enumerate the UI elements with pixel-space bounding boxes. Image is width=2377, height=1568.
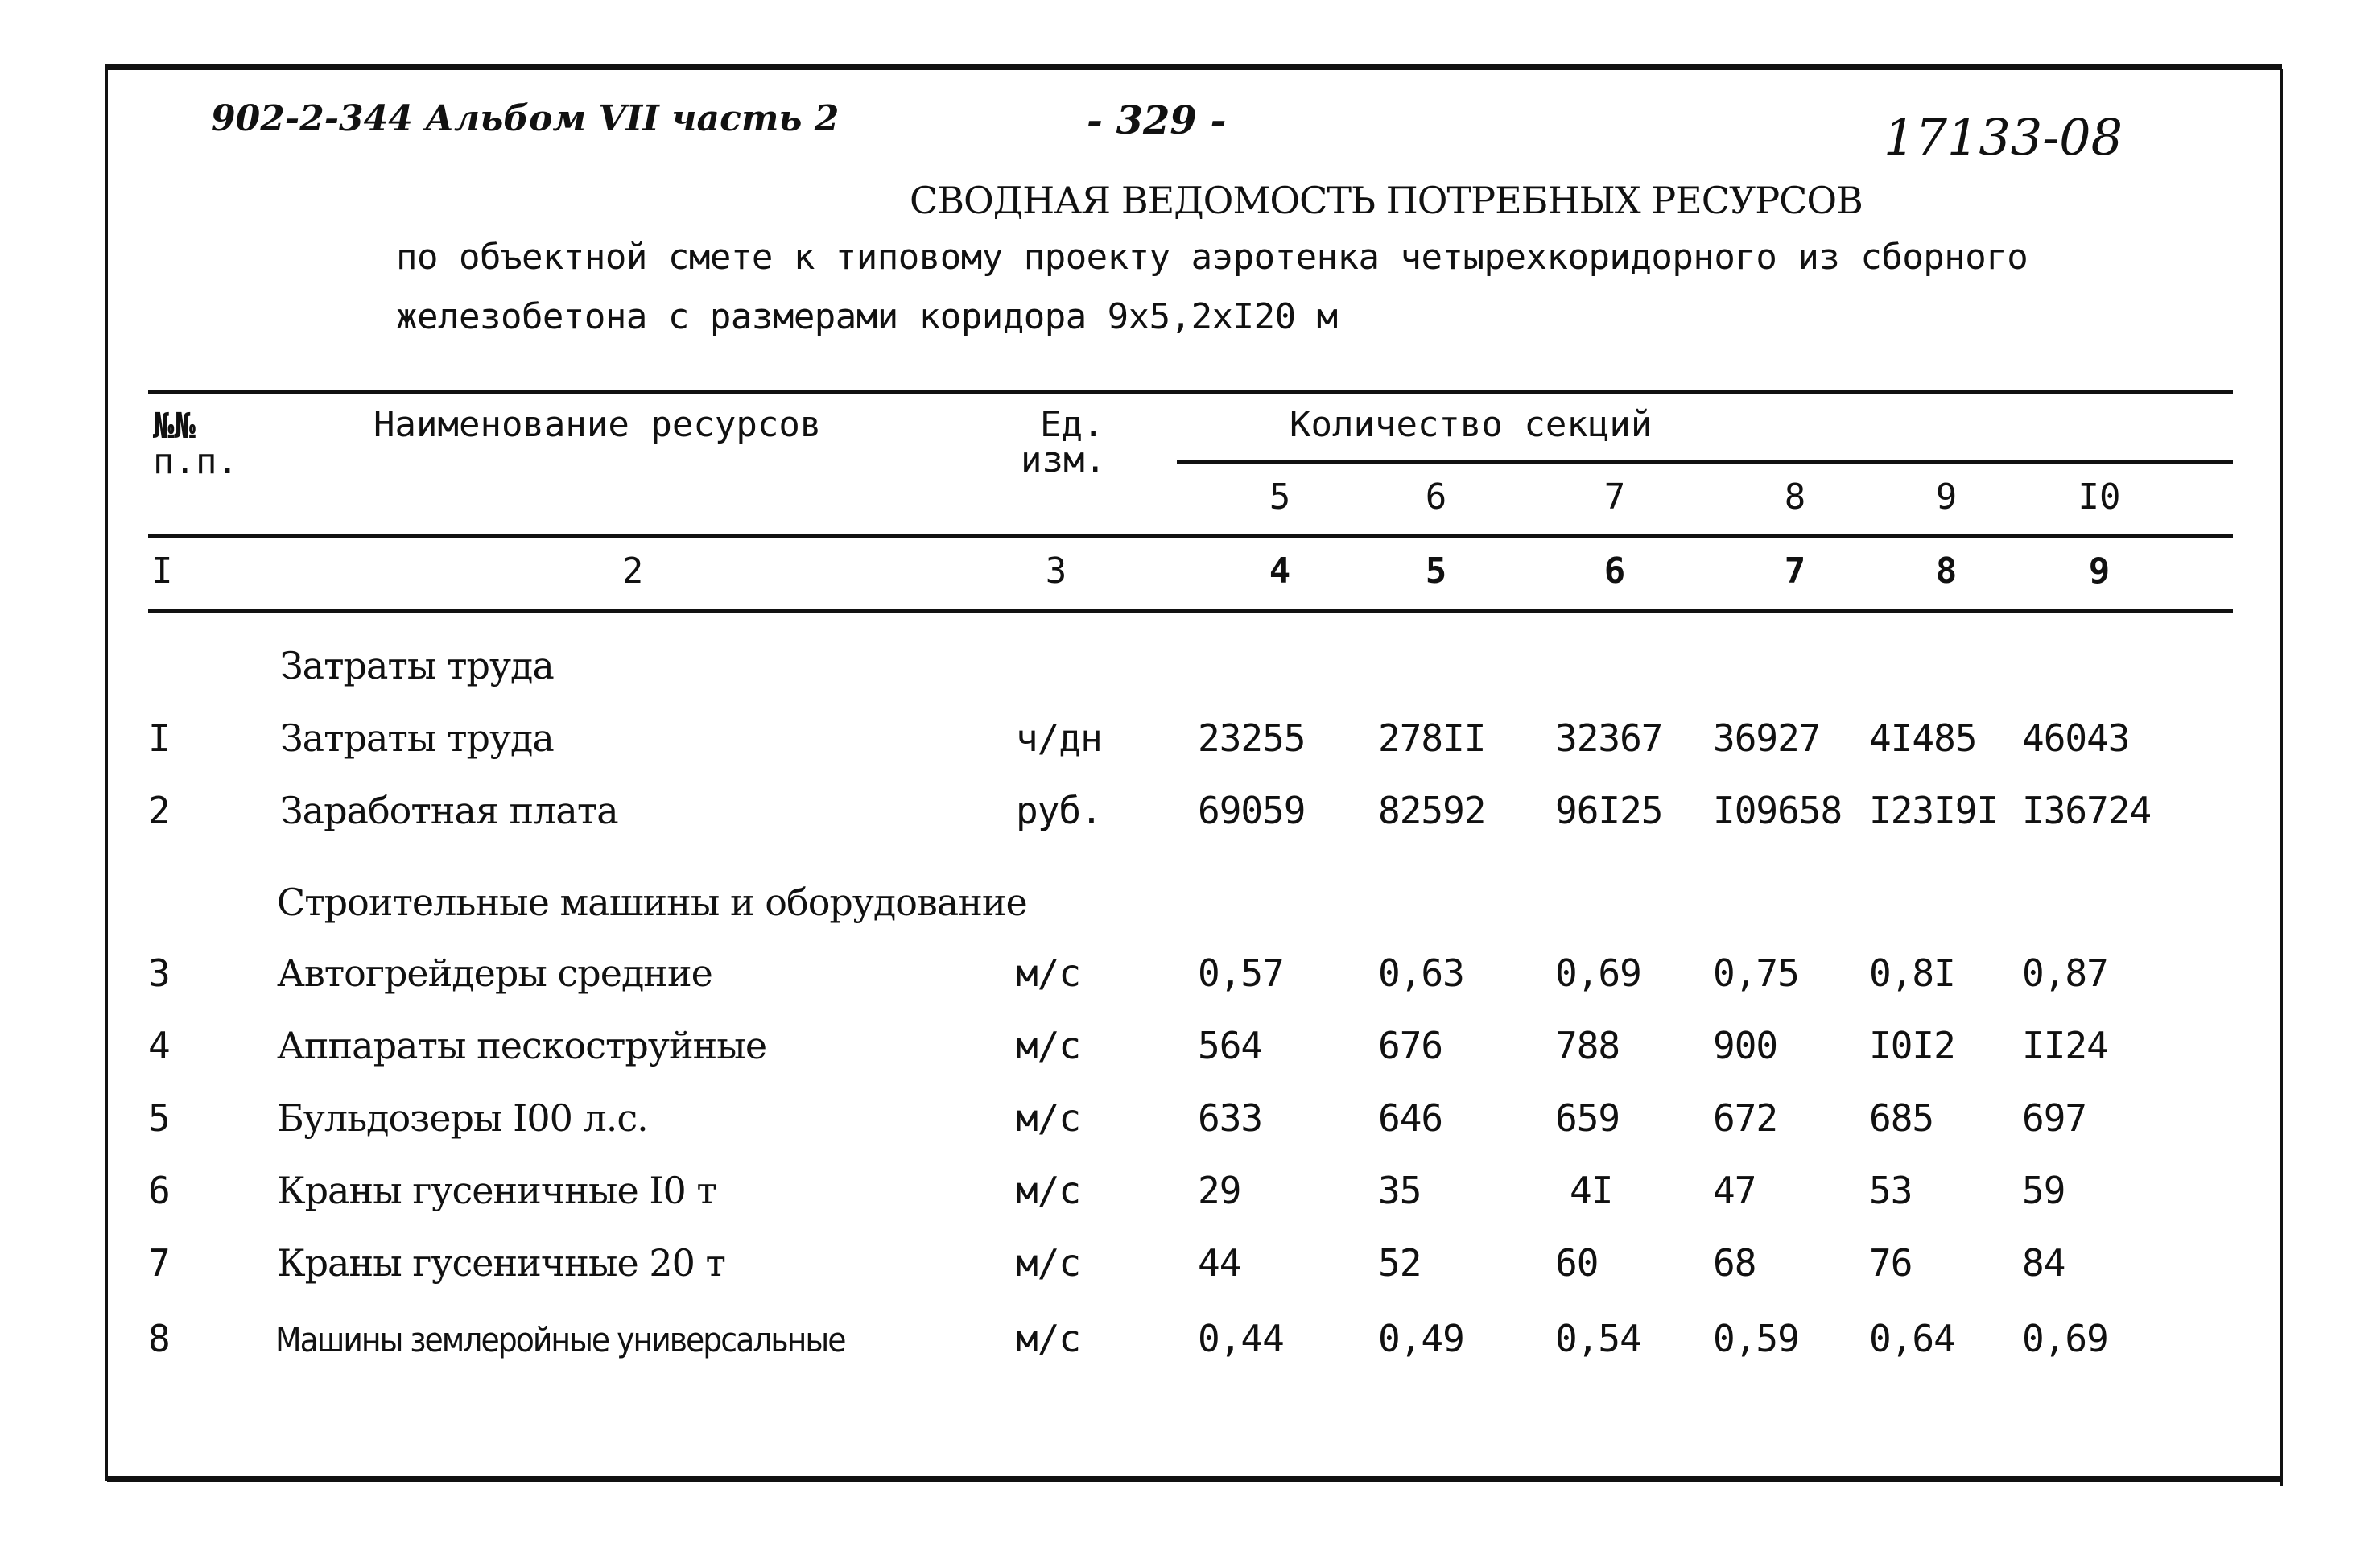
column-number: 2 [621,551,644,592]
table-top-rule [148,390,2233,394]
column-number: 8 [1935,551,1958,592]
value-cell: 0,63 [1378,951,1464,995]
row-number: I [148,716,170,760]
value-cell: 900 [1713,1024,1778,1067]
col-name-header: Наименование ресурсов [373,404,822,445]
unit: руб. [1016,789,1102,832]
value-cell: 0,69 [2022,1317,2108,1360]
section-header-rule [1177,460,2233,464]
frame-bottom-border [107,1476,2282,1482]
value-cell: 0,44 [1198,1317,1284,1360]
col-unit-header-1: Ед. [1040,404,1104,445]
value-cell: 646 [1378,1096,1443,1140]
value-cell: 69059 [1198,789,1306,832]
section-count: 8 [1784,477,1806,518]
value-cell: 0,87 [2022,951,2108,995]
column-number: 4 [1269,551,1291,592]
value-cell: 47 [1713,1169,1756,1212]
resource-name: Затраты труда [280,716,554,760]
resource-name: Бульдозеры I00 л.с. [277,1096,648,1140]
row-number: 5 [148,1096,170,1140]
value-cell: 0,69 [1555,951,1641,995]
value-cell: 0,64 [1869,1317,1955,1360]
frame-top-border [107,64,2282,70]
value-cell: 788 [1555,1024,1620,1067]
row-number: 7 [148,1241,170,1285]
value-cell: 0,75 [1713,951,1799,995]
page-number: - 329 - [1087,98,1227,143]
frame-right-border [2280,69,2283,1486]
resource-name: Машины землеройные универсальные [275,1320,845,1360]
unit: м/с [1016,1096,1081,1140]
value-cell: 23255 [1198,716,1306,760]
value-cell: 36927 [1713,716,1821,760]
document-title: СВОДНАЯ ВЕДОМОСТЬ ПОТРЕБНЫХ РЕСУРСОВ [910,179,1863,222]
frame-left-border [105,64,108,1481]
unit: м/с [1016,1317,1081,1360]
value-cell: 52 [1378,1241,1422,1285]
value-cell: I23I9I [1869,789,1999,832]
value-cell: 659 [1555,1096,1620,1140]
value-cell: 32367 [1555,716,1663,760]
row-number: 3 [148,951,170,995]
value-cell: 46043 [2022,716,2130,760]
value-cell: 697 [2022,1096,2087,1140]
value-cell: 0,54 [1555,1317,1641,1360]
value-cell: 76 [1869,1241,1913,1285]
value-cell: I36724 [2022,789,2152,832]
value-cell: II24 [2022,1024,2108,1067]
value-cell: 685 [1869,1096,1934,1140]
column-number: 6 [1603,551,1626,592]
value-cell: 84 [2022,1241,2065,1285]
resource-name: Заработная плата [280,789,618,832]
column-number: 9 [2088,551,2111,592]
value-cell: 82592 [1378,789,1486,832]
value-cell: 0,49 [1378,1317,1464,1360]
value-cell: 60 [1555,1241,1599,1285]
header-bottom-rule [148,534,2233,538]
group-heading-labor: Затраты труда [280,644,554,687]
column-number: 5 [1425,551,1447,592]
resource-name: Краны гусеничные I0 т [277,1169,716,1212]
value-cell: 0,57 [1198,951,1284,995]
unit: м/с [1016,951,1081,995]
section-count: 6 [1425,477,1447,518]
column-number: I [151,551,173,592]
section-count: 7 [1603,477,1626,518]
document-subtitle-line2: железобетона с размерами коридора 9х5,2хI20 м [396,296,1338,337]
col-qty-header: Количество секций [1290,404,1653,445]
row-number: 8 [148,1317,170,1360]
value-cell: 676 [1378,1024,1443,1067]
album-reference: 902-2-344 Альбом VII часть 2 [211,98,840,139]
value-cell: 633 [1198,1096,1263,1140]
col-num-header-1: №№ [153,406,196,447]
value-cell: 96I25 [1555,789,1663,832]
value-cell: I0I2 [1869,1024,1955,1067]
unit: м/с [1016,1241,1081,1285]
unit: ч/дн [1016,716,1102,760]
row-number: 4 [148,1024,170,1067]
value-cell: 0,8I [1869,951,1955,995]
document-subtitle-line1: по объектной смете к типовому проекту аэротенка четырехкоридорного из сборного [396,237,2028,278]
document-number: 17133-08 [1884,108,2123,167]
value-cell: I09658 [1713,789,1843,832]
resource-name: Краны гусеничные 20 т [277,1241,725,1285]
column-numbers-rule [148,609,2233,613]
value-cell: 4I [1570,1169,1613,1212]
value-cell: 4I485 [1869,716,1977,760]
group-heading-machines: Строительные машины и оборудование [277,881,1027,924]
value-cell: 278II [1378,716,1486,760]
row-number: 2 [148,789,170,832]
col-unit-header-2: изм. [1021,439,1106,481]
column-number: 3 [1045,551,1067,592]
section-count: 9 [1935,477,1958,518]
value-cell: 0,59 [1713,1317,1799,1360]
value-cell: 564 [1198,1024,1263,1067]
value-cell: 29 [1198,1169,1241,1212]
value-cell: 68 [1713,1241,1756,1285]
value-cell: 35 [1378,1169,1422,1212]
resource-name: Автогрейдеры средние [277,951,712,995]
section-count: I0 [2078,477,2121,518]
value-cell: 672 [1713,1096,1778,1140]
row-number: 6 [148,1169,170,1212]
col-num-header-2: п.п. [153,441,238,482]
resource-name: Аппараты пескоструйные [277,1024,767,1067]
column-number: 7 [1784,551,1806,592]
value-cell: 59 [2022,1169,2065,1212]
value-cell: 53 [1869,1169,1913,1212]
section-count: 5 [1269,477,1291,518]
unit: м/с [1016,1024,1081,1067]
value-cell: 44 [1198,1241,1241,1285]
unit: м/с [1016,1169,1081,1212]
